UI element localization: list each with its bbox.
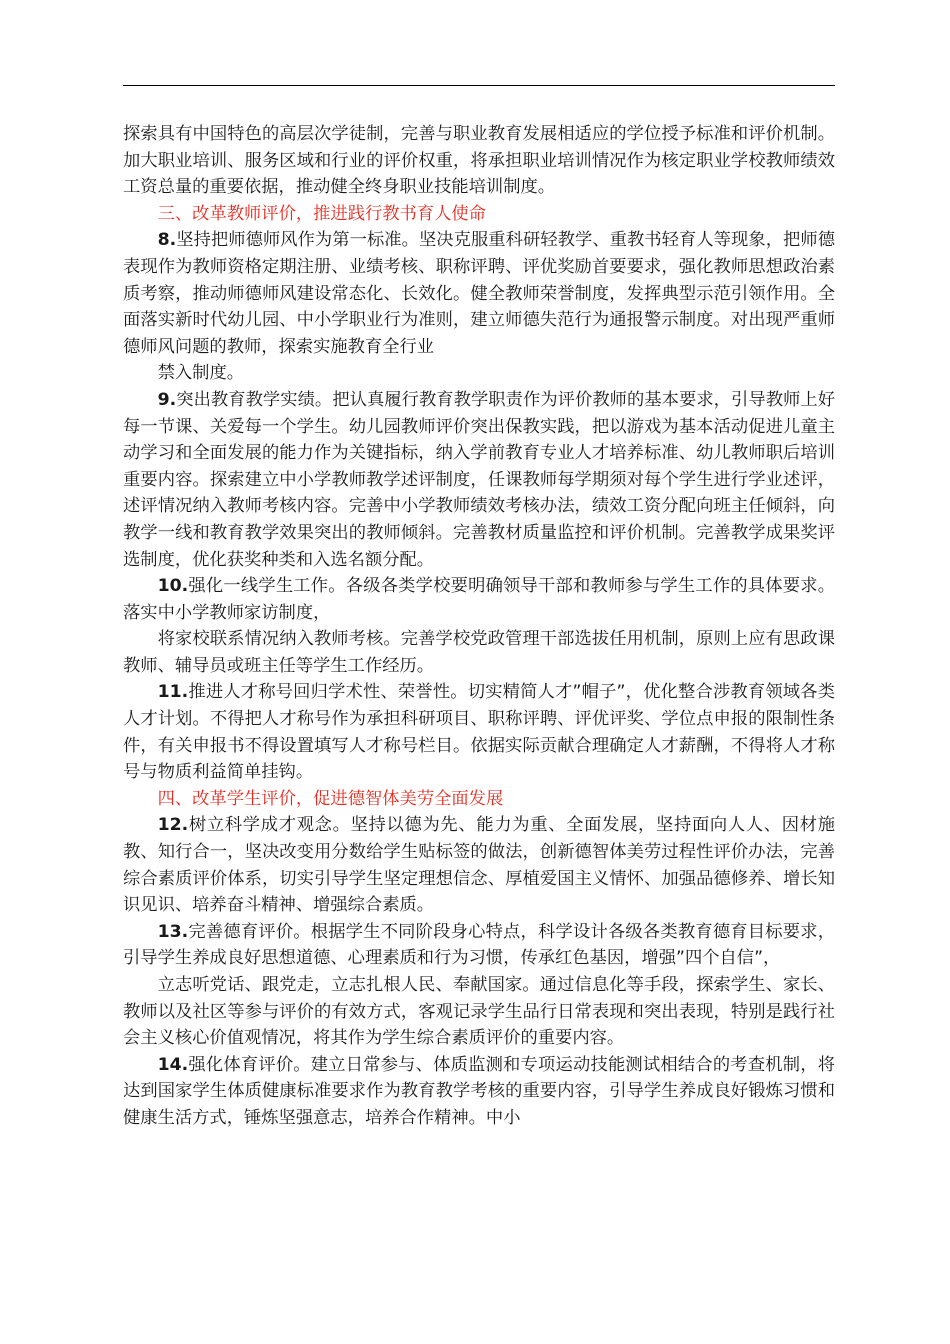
numbered-paragraph <box>123 679 835 785</box>
item-number: 8. <box>157 230 177 251</box>
numbered-paragraph <box>123 919 835 972</box>
paragraph: 探索具有中国特色的高层次学徒制，完善与职业教育发展相适应的学位授予标准和评价机制。加大职业培训、服务区域和行业的评价权重，将承担职业培训情况作为核定职业学校教师绩效工资总量的重要依据，推动健全终身职业技能培训制度。 <box>123 124 835 198</box>
paragraph-text: 突出教育教学实绩。把认真履行教育教学职责作为评价教师的基本要求，引导教师上好每一节课、关爱每一个学生。幼儿园教师评价突出保教实践，把以游戏为基本活动促进儿童主动学习和全面发展的能力作为关键指标，纳入学前教育专业人才培养标准、幼儿教师职后培训重要内容。探索建立中小学教师教学述评制度，任课教师每学期须对每个学生进行学业述评，述评情况纳入教师考核内容。完善中小学教师绩效考核办法，绩效工资分配向班主任倾斜，向教学一线和教育教学效果突出的教师倾斜。完善教材质量监控和评价机制。完善教学成果奖评选制度，优化获奖种类和入选名额分配。 <box>123 389 835 570</box>
paragraph-text: 强化一线学生工作。各级各类学校要明确领导干部和教师参与学生工作的具体要求。落实中小学教师家访制度， <box>123 576 835 623</box>
paragraph: 立志听党话、跟党走，立志扎根人民、奉献国家。通过信息化等手段，探索学生、家长、教师以及社区等参与评价的有效方式，客观记录学生品行日常表现和突出表现，特别是践行社会主义核心价值观情况，将其作为学生综合素质评价的重要内容。 <box>123 975 835 1049</box>
item-number: 13. <box>157 921 189 942</box>
numbered-paragraph <box>123 387 835 573</box>
numbered-paragraph <box>123 573 835 626</box>
item-number: 12. <box>157 815 189 836</box>
paragraph-text: 树立科学成才观念。坚持以德为先、能力为重、全面发展，坚持面向人人、因材施教、知行合一，坚决改变用分数给学生贴标签的做法，创新德智体美劳过程性评价办法，完善综合素质评价体系，切实引导学生坚定理想信念、厚植爱国主义情怀、加强品德修养、增长知识见识、培养奋斗精神、增强综合素质。 <box>123 815 835 916</box>
item-number: 10. <box>157 576 189 597</box>
header-rule <box>123 85 835 86</box>
paragraph: 将家校联系情况纳入教师考核。完善学校党政管理干部选拔任用机制，原则上应有思政课教师、辅导员或班主任等学生工作经历。 <box>123 629 835 676</box>
numbered-paragraph <box>123 1052 835 1132</box>
paragraph-text: 坚持把师德师风作为第一标准。坚决克服重科研轻教学、重教书轻育人等现象，把师德表现作为教师资格定期注册、业绩考核、职称评聘、评优奖励首要要求，强化教师思想政治素质考察，推动师德师风建设常态化、长效化。健全教师荣誉制度，发挥典型示范引领作用。全面落实新时代幼儿园、中小学职业行为准则，建立师德失范行为通报警示制度。对出现严重师德师风问题的教师，探索实施教育全行业 <box>123 230 835 357</box>
item-number: 14. <box>157 1054 189 1075</box>
paragraph: 禁入制度。 <box>157 363 245 384</box>
section-heading: 四、改革学生评价，促进德智体美劳全面发展 <box>157 788 504 809</box>
numbered-paragraph <box>123 812 835 918</box>
numbered-paragraph <box>123 227 835 360</box>
document-body <box>123 121 835 1132</box>
paragraph-text: 强化体育评价。建立日常参与、体质监测和专项运动技能测试相结合的考查机制，将达到国家学生体质健康标准要求作为教育教学考核的重要内容，引导学生养成良好锻炼习惯和健康生活方式，锤炼坚强意志，培养合作精神。中小 <box>123 1054 835 1128</box>
paragraph-text: 推进人才称号回归学术性、荣誉性。切实精简人才”帽子”，优化整合涉教育领域各类人才计划。不得把人才称号作为承担科研项目、职称评聘、评优评奖、学位点申报的限制性条件，有关申报书不得设置填写人才称号栏目。依据实际贡献合理确定人才薪酬，不得将人才称号与物质利益简单挂钩。 <box>123 682 835 783</box>
section-heading: 三、改革教师评价，推进践行教书育人使命 <box>157 203 486 224</box>
item-number: 11. <box>157 682 189 703</box>
item-number: 9. <box>157 389 177 410</box>
paragraph-text: 完善德育评价。根据学生不同阶段身心特点，科学设计各级各类教育德育目标要求，引导学生养成良好思想道德、心理素质和行为习惯，传承红色基因，增强”四个自信”， <box>123 921 835 969</box>
